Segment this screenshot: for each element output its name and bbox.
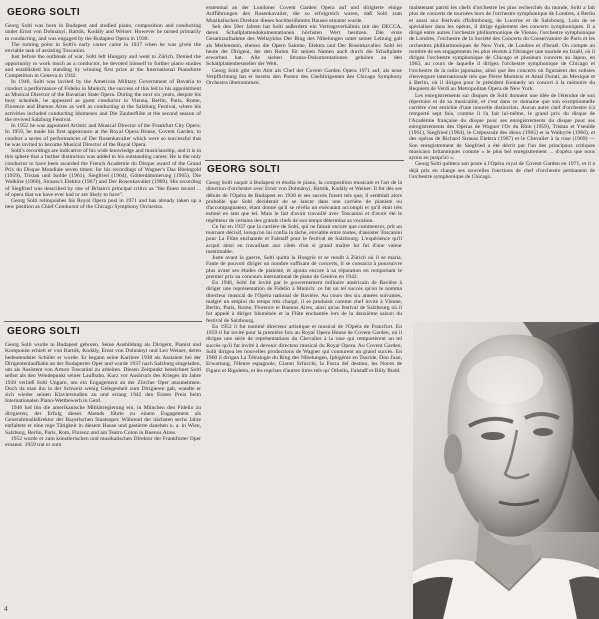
french-paragraph: Georg Solti quittera son poste à l'Opéra royal de Covent Garden en 1971, et il a déjà pris en charge ses nouvelles fonctions de chef d'orchestre permanent de l'orchestre symphonique de Chicago. <box>409 161 595 180</box>
section-divider <box>205 160 404 161</box>
german-heading: GEORG SOLTI <box>7 326 81 337</box>
german-text-column <box>5 342 201 604</box>
french-paragraph: Georg Solti naquit à Budapest et étudia le piano, la composition musicale et l'art de la direction d'orchestre avec Ernst von Dohnányi, Bartók, Kodály et Weiner. Il fut dès ses débuts de l'Opéra de Budapest en 1930 et ses succès furent tels que; il semblait alors probable que Solti déciderait de se lancer dans une carrière de pianiste ou d'accompagnateur, étant donné qu'il se révéla un exécutant accompli et qu'il était très estimé en tant que tel. Mais le fait d'avoir travaillé avec Toscanini et d'avoir été le répétiteur de certains des grands chefs de son temps détermina sa vocation. <box>206 180 402 224</box>
french-paragraph: Les enregistrements sur disques de Solti donnent une idée de l'étendue de son répertoire et de sa musicalité, et c'est dans ce domaine que son exceptionnelle carrière s'est enrichie d'une nouvelle distinction. Aucun autre chef d'orchestre n'a remporté sept fois, comme il l'a fait lui-même, le grand prix du disque de l'Académie française du disque pour ses enregistrements du disque pour ses enregistrements des Opéras de Wagner l'Or du Rhin (1959), Tristan et Yseulde (1961), Siegfried (1964), le Crépuscule des dieux (1965) et la Walkyrie (1966), et des opéras de Richard Strauss Elektra (1967) et le Chevalier à la rose (1969) — Son enregistrement de Siegfried a été décrit par l'un des principaux critiques musicaux britanniques comme « le plus bel enregistrement ... d'opéra que nous ayons eu jusqu'ici ». <box>409 92 595 161</box>
english-paragraph: Solti's recordings are indicative of his wide knowledge and musicianship, and it is in this sphere that a further distinction was added to his outstanding career. He is the only conductor to have been awarded the French Academie du Disque award of the Grand Prix du Disque Mondiale seven times: for his recordings of Wagner's Das Rheingold (1959), Tristan und Isolde (1961), Siegfried (1964), Götterdämmerung (1965), Die Walküre (1966), Strauss's Elektra (1967) and Der Rosenkavalier (1969). His recording of Siegfried was described by one of Britain's principal critics as "the finest record ... of opera that we have ever had or are likely to have". <box>5 148 201 198</box>
english-paragraph: Just before the outbreak of war, Solti left Hungary and went to Zürich. Denied the opportunity to work much as a conductor, he devoted himself to further piano studies and established his standing by winning first prize at the International Pianoforte Competition in Geneva in 1942. <box>5 54 201 79</box>
french-heading: GEORG SOLTI <box>207 164 281 175</box>
page-number: 4 <box>4 605 8 613</box>
english-paragraph: Georg Solti was born in Budapest and studied piano, composition and conducting under Ernst von Dohnányi, Bartók, Kodály and Weiner. However he turned primarily to conducting, and was engaged by the Budapest Opera in 1930. <box>5 23 201 42</box>
french-paragraph: En 1952 il fut nommé directeur artistique et musical de l'Opéra de Francfort. En 1959 il fut invité pour la première fois au Royal Opera House de Covent Garden, où il dirigea une série de représentations du Chevalier à la rose qui remportèrent un tel succès qu'il fut invité à devenir directeur musical du Royal Opera. Au Covent Garden, Solti dirigea les nouvelles productions de Wagner qui connurent un grand succès. En 1960 il dirigea La Tétralogie du Ring des Nibelungen, Iphigénie en Tauride, Don Juan, Erwartung, l'Heure espagnole, Gianni Schicchi, la Forza del destino, les Noces de Figaro et Rigoletto, et les reprises d'autres titres tels qu' Othello, Falstaff et Billy Budd. <box>206 323 402 374</box>
english-heading: GEORG SOLTI <box>7 7 81 18</box>
german-paragraph: 1952 wurde er zum künstlerischen und musikalischen Direktor der Frankfurter Oper ernannt. 1959 trat er zum <box>5 435 201 448</box>
section-divider <box>4 321 202 322</box>
english-text-column <box>5 23 201 318</box>
english-paragraph: In 1946, Solti was invited by the American Military Government of Bavaria to conduct a performance of Fidelio in Munich; the success of this led to his appointment as Musical Director of the Bavarian State Opera. During the next six years, despite his busy schedule, he appeared as guest conductor in Vienna, Berlin, Paris, Rome, Florence and Buenos Aires as well as conducting at the Salzburg Festival, where his activities included conducting Idomeneo and Die Zauberflöte at the second season of the revived Salzburg Festival. <box>5 79 201 123</box>
english-paragraph: The turning point in Solti's early career came in 1937 when he was given the enviable task of assisting Toscanini. <box>5 41 201 54</box>
conductor-portrait-photo <box>413 322 599 619</box>
french-text-column <box>206 180 402 613</box>
french-paragraph: Ce fut en 1937 que la carrière de Solti, qui ne faisait encore que commencer, prit un tournant décisif, lorsqu'on lui confia la tâche, enviable entre toutes, d'assister Toscanini pour La Flûte enchantée et Falstaff pour le festival de Salzbourg. L'expérience qu'il acquit ainsi en travaillant aux côtés d'un si grand maître lui fut d'une valeur inestimable. <box>206 223 402 255</box>
english-paragraph: In 1952 he was appointed Artistic and Musical Director of the Frankfurt City Opera. In 1959, he made his first appearance at the Royal Opera House, Covent Garden, to conduct a series of performances of Der Rosenkavalier which were so successful that he was invited to become Musical Director of the Royal Opera. <box>5 123 201 148</box>
german-paragraph: Seit den 50er Jahren hat Solti außerdem ein Vertragsverhältnis mit der DECCA, deren Schallplattendokumentationen höchsten Wert besitzen. Die erste Gesamtaufnahme des Weltzyklus Der Ring des Nibelungen unter seiner Leitung galt als Meilenstein, ebenso die Opern Salome, Elektra und Der Rosenkavalier. Solti ist heute der Dirigent, der den Ruhm für seinen Namen auch durch die Schallplatte erworben hat. Alle sieben Strauss-Dokumentationen gehören zu den Schallplattenbestseller der Welt. <box>206 23 402 68</box>
french-continued-column <box>409 5 595 317</box>
french-paragraph: maintenant parmi les chefs d'orchestre les plus recherchés du monde, Solti a fait plus de concerts de tournées hors de l'orchestre symphonique de Londres, à Berlin et aussi aux festivals d'Edimbourg, de Lucerne et de Salzbourg. Loin de se spécialiser dans les opéras, il dirige également des concerts symphoniques. Il a dirigé entre autres l'orchestre philharmonique de Vienne, l'orchestre symphonique de Londres, l'orchestre de la Société des Concerts du Conservatoire de Paris et les orchestres philharmoniques de New York, de Londres et d'Israël. On compte au nombre de ses engagements les plus récents à l'étranger une tournée en Israël, où il dirigea l'orchestre symphonique de Chicago et plusieurs concerts au Japon, en 1963, au cours de laquelle il dirigea l'orchestre symphonique de Chicago et l'orchestre de la radio japonaise, ainsi que des concerts où figuraient des solistes d'envergure internationale tels que Pierre Monteux et Antal Dorati, au Mexique et à Berlin, où il dirigea pour le président Kennedy un concert à la mémoire du Requiem de Verdi au Metropolitan Opera de New York. <box>409 5 595 93</box>
french-paragraph: En 1946, Solti fut invité par le gouvernement militaire américain de Bavière à diriger une représentation de Fidelio à Munich: ce fut un tel succès qu'on le nomma directeur musical de l'Opéra national de Bavière. Au cours des six années suivantes, malgré un emploi du temps très chargé, il se produisit comme chef invité à Vienne, Berlin, Paris, Rome, Florence et Buenos Aires, ainsi qu'au festival de Salzbourg où il fut appelé à diriger Idoménée et la Flûte enchantée lors de la deuxième saison du festival de Salzbourg. <box>206 280 402 324</box>
english-paragraph: Georg Solti relinquishes his Royal Opera post in 1971 and has already taken up a new position as Chief Conductor of the Chicago Symphony Orchestra. <box>5 198 201 211</box>
german-paragraph: erstenmal an der Londoner Covent Garden Opera auf und dirigierte einige Aufführungen des Rosenkavalier, die so erfolgreich waren, daß Solti zum Musikalischen Direktor dieses hochberühmten Hauses ernannt wurde. <box>206 5 402 24</box>
german-paragraph: 1946 lud ihn die amerikanische Militärregierung ein, in München den Fidelio zu dirigieren; der Erfolg dieses Abends führte zu einem Engagement als Generalmusikdirektor der Bayerischen Staatsoper. Während der nächsten sechs Jahre entfaltete er eine rege Tätigkeit in diesem Hause und gastierte daneben u. a. in Wien, Salzburg, Berlin, Paris, Rom, Florenz und am Teatro Colon in Buenos Aires. <box>5 404 201 436</box>
french-paragraph: Juste avant la guerre, Solti quitta la Hongrie et se rendit à Zürich où il se maria. Faute de pouvoir diriger un nombre suffisant de concerts, il se consacra à poursuivre plus avant ses études de pianiste, et ajouta encore à sa réputation en remportant le premier prix au concours international de piano de Genève en 1942. <box>206 255 402 280</box>
german-paragraph: Georg Solti wurde in Budapest geboren. Seine Ausbildung als Dirigent, Pianist und Komponist erhielt er von Bartók, Kodály, Ernst von Dohnányi und Leo Weiner, deren bedeutendster Schüler er wurde. Er begann seine Karriere 1930 als Assistent bei der Dirigentenlaufbahn an der Budapester Oper und wurde 1937 nach Salzburg eingeladen, um als Assistent von Arturo Toscanini zu arbeiten. Diesen Zeitpunkt bezeichnet Solti selbst als den Wendepunkt seiner Laufbahn. Kurz vor Ausbruch des Krieges im Jahre 1939 verließ Solti Ungarn, um ein Engagement an der Zürcher Oper anzunehmen. Doch da man ihn in der Schweiz wenig Gelegenheit zum Dirigieren gab, wandte er sich wieder seinen Klavierstudien zu und errang 1942 den Ersten Preis beim Internationalen Piano-Wettbewerb in Genf. <box>5 342 201 405</box>
german-continued-column <box>206 5 402 153</box>
german-paragraph: Georg Solti gibt sein Amt als Chef der Covent Garden Opera 1971 auf, als neue Verpflichtung hat er bereits den Posten des Chefdirigenten des Chicago Symphony Orchestra übernommen. <box>206 67 402 86</box>
